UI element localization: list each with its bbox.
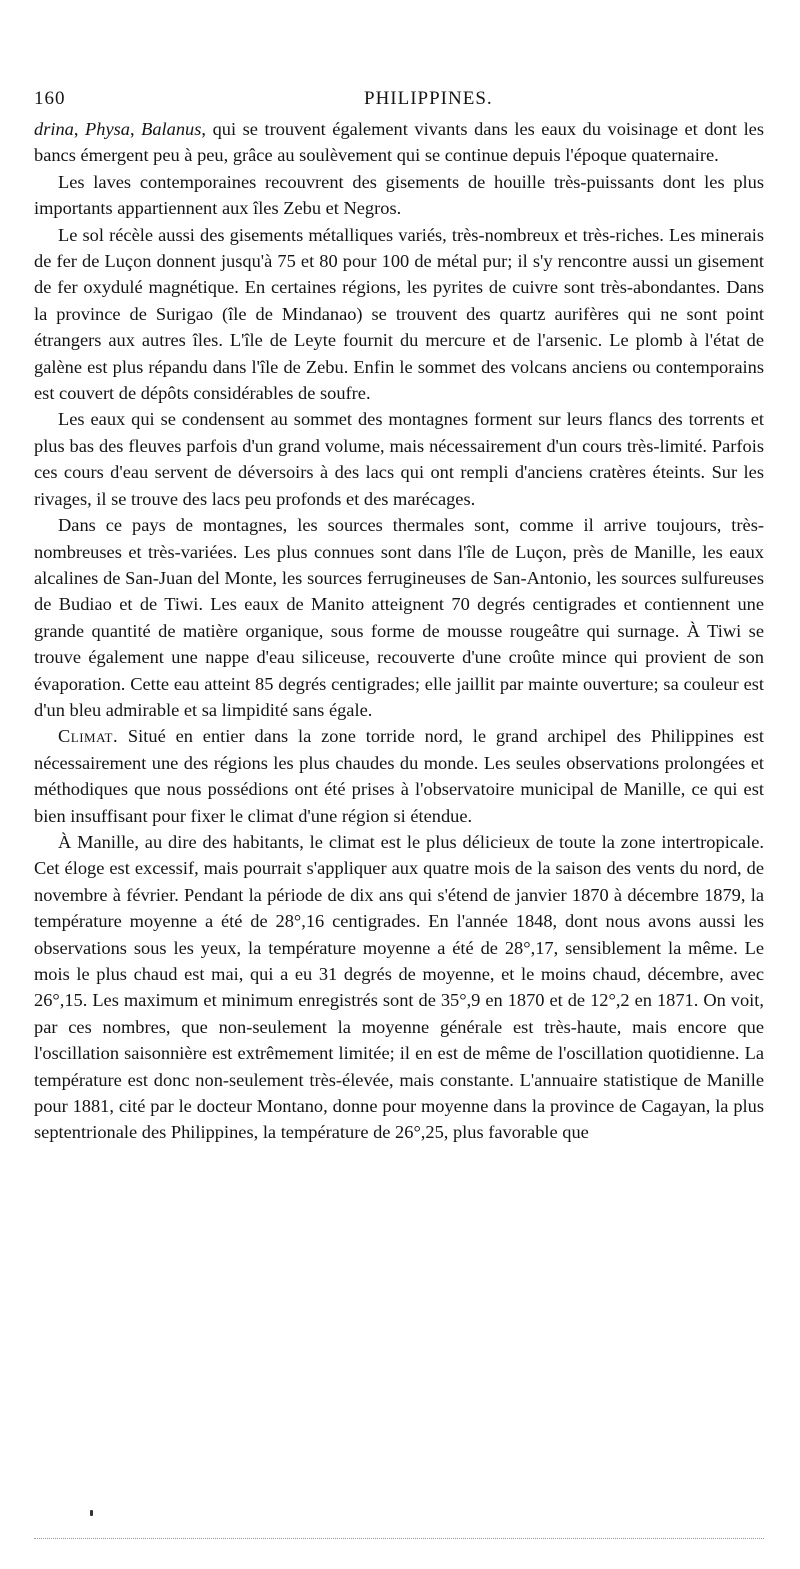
paragraph-6 xyxy=(34,723,764,829)
section-heading-climat: Climat. xyxy=(58,726,119,747)
running-title: PHILIPPINES. xyxy=(364,88,493,109)
paragraph-7: À Manille, au dire des habitants, le climat est le plus délicieux de toute la zone intertropicale. Cet éloge est excessif, mais pourrait s'appliquer aux quatre mois de la saison des vents du nord, de novembre à février. Pendant la période de dix ans qui s'étend de janvier 1870 à décembre 1879, la température moyenne a été de 28°,16 centigrades. En l'année 1848, dont nous avons aussi les observations sous les yeux, la température moyenne a été de 28°,17, sensiblement la même. Le mois le plus chaud est mai, qui a eu 31 degrés de moyenne, et le moins chaud, décembre, avec 26°,15. Les maximum et minimum enregistrés sont de 35°,9 en 1870 et de 12°,2 en 1871. On voit, par ces nombres, que non-seulement la moyenne générale est très-haute, mais encore que l'oscillation saisonnière est extrêmement limitée; il en est de même de l'oscillation quotidienne. La température est donc non-seulement très-élevée, mais constante. L'annuaire statistique de Manille pour 1881, cité par le docteur Montano, donne pour moyenne dans la province de Cagayan, la plus septentrionale des Philippines, la température de 26°,25, plus favorable que xyxy=(34,831,764,1143)
footer-dotted-rule xyxy=(34,1538,764,1539)
comma-sep-1: , xyxy=(73,119,86,139)
paragraph-1 xyxy=(34,116,764,169)
ink-speck xyxy=(90,1510,93,1516)
running-head xyxy=(34,88,764,116)
body-text xyxy=(34,116,764,1146)
paragraph-2: Les laves contemporaines recouvrent des gisements de houille très-puissants dont les plus importants appartiennent aux îles Zebu et Negros. xyxy=(34,171,764,219)
paragraph-3: Le sol récèle aussi des gisements métalliques variés, très-nombreux et très-riches. Les minerais de fer de Luçon donnent jusqu'à 75 et 80 pour 100 de métal pur; il s'y rencontre aussi un gisement de fer oxydulé magnétique. En certaines régions, les pyrites de cuivre sont très-abondantes. Dans la province de Surigao (île de Mindanao) se trouvent des quartz aurifères qui ne sont point étrangers aux autres îles. L'île de Leyte fournit du mercure et de l'arsenic. Le plomb à l'état de galène est plus répandu dans l'île de Zebu. Enfin le sommet des volcans anciens ou contemporains est couvert de dépôts considérables de soufre. xyxy=(34,224,764,404)
paragraph-6-text: Situé en entier dans la zone torride nord, le grand archipel des Philippines est nécessairement une des régions les plus chaudes du monde. Les seules observations prolongées et méthodiques que nous possédions ont été prises à l'observatoire municipal de Manille, ce qui est bien insuffisant pour fixer le climat d'une région si étendue. xyxy=(34,726,764,826)
genus-balanus: Balanus xyxy=(141,119,202,139)
genus-physa: Physa xyxy=(85,119,130,139)
comma-sep-2: , xyxy=(129,119,142,139)
paragraph-1-text: , qui se trouvent également vivants dans les eaux du voisinage et dont les bancs émergent peu à peu, grâce au soulèvement qui se continue depuis l'époque quaternaire. xyxy=(34,119,765,166)
page-number: 160 xyxy=(34,88,66,109)
paragraph-4: Les eaux qui se condensent au sommet des montagnes forment sur leurs flancs des torrents et plus bas des fleuves parfois d'un grand volume, mais nécessairement d'un cours très-limité. Parfois ces cours d'eau servent de déversoirs à des lacs qui ont rempli d'anciens cratères éteints. Sur les rivages, il se trouve des lacs peu profonds et des marécages. xyxy=(34,409,764,509)
genus-drina: drina xyxy=(34,119,74,139)
book-page xyxy=(34,88,764,1146)
paragraph-5: Dans ce pays de montagnes, les sources thermales sont, comme il arrive toujours, très-nombreuses et très-variées. Les plus connues sont dans l'île de Luçon, près de Manille, les eaux alcalines de San-Juan del Monte, les sources ferrugineuses de San-Antonio, les sources sulfureuses de Budiao et de Tiwi. Les eaux de Manito atteignent 70 degrés centigrades et contiennent une grande quantité de matière organique, sous forme de mousse rougeâtre qui surnage. À Tiwi se trouve également une nappe d'eau siliceuse, recouverte d'une croûte mince qui provient de son évaporation. Cette eau atteint 85 degrés centigrades; elle jaillit par mainte ouverture; sa couleur est d'un bleu admirable et sa limpidité sans égale. xyxy=(34,515,764,720)
